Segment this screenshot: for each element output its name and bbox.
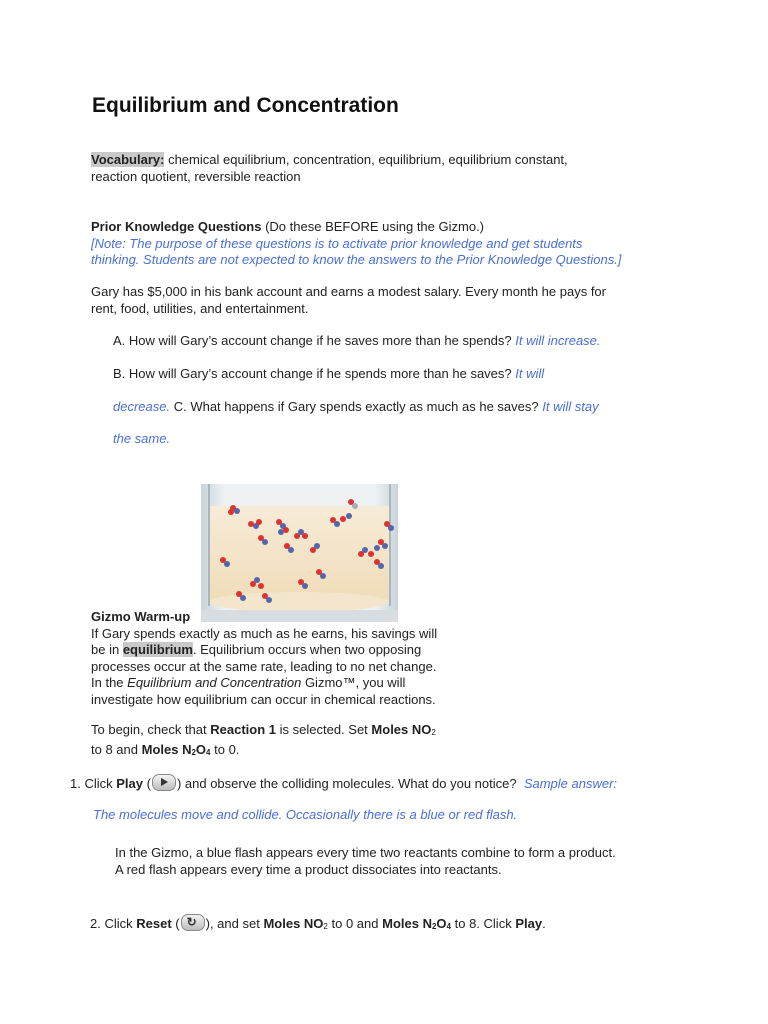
question-b-answer-2: decrease. (113, 399, 171, 414)
prior-note-line1: [Note: The purpose of these questions is to activate prior knowledge and get students (91, 235, 583, 251)
step2-pre: 2. Click (90, 916, 133, 931)
step2-n2o4-a: Moles N (382, 916, 432, 931)
step2-moles-no2: Moles NO (263, 916, 324, 931)
play-triangle-icon (161, 778, 168, 786)
reset-label: Reset (136, 916, 172, 931)
begin-mid: is selected. Set (279, 722, 368, 737)
reset-arrow-icon: ↻ (186, 915, 197, 929)
flash-explanation (115, 845, 675, 878)
step-2: 2. Click Reset ( ↻ ), and set Moles NO2 to 0 and Moles N2O4 to 8. Click Play. (90, 915, 546, 931)
step1-pre: 1. Click (70, 776, 113, 791)
moles-no2-label: Moles NO (371, 722, 432, 737)
moles-n2o4-sub-a: 2 (191, 747, 196, 757)
step1-post: ) and observe the colliding molecules. What do you notice? (176, 776, 517, 791)
play-button-icon[interactable] (152, 774, 176, 791)
moles-n2o4-a: Moles N (141, 741, 192, 757)
flash-line1: In the Gizmo, a blue flash appears every time two reactants combine to form a product. (115, 845, 616, 860)
begin-line2-pre: to 8 and (91, 741, 138, 757)
warmup-line4-post: Gizmo™, you will (304, 675, 406, 690)
play-label: Play (116, 776, 143, 791)
step2-n2o4-sub-a: 2 (431, 922, 437, 931)
step1-answer (93, 807, 517, 824)
warmup-line2-post: . Equilibrium occurs when two opposing (192, 642, 422, 657)
begin-instructions (91, 722, 471, 761)
question-b-text: B. How will Gary’s account change if he spends more than he saves? (113, 366, 512, 381)
reaction-1-label: Reaction 1 (210, 722, 277, 737)
flash-line2: A red flash appears every time a product dissociates into reactants. (115, 861, 502, 877)
vocabulary-terms: chemical equilibrium, concentration, equilibrium, equilibrium constant, (168, 152, 568, 167)
reset-button-icon[interactable] (181, 914, 205, 931)
page-title: Equilibrium and Concentration (92, 94, 399, 117)
begin-line2-post: to 0. (214, 741, 240, 757)
gary-line1: Gary has $5,000 in his bank account and earns a modest salary. Every month he pays for (91, 284, 606, 299)
step2-period: . (542, 916, 546, 931)
step2-end: to 8. Click (454, 916, 512, 931)
sample-answer-label: Sample answer: (523, 776, 618, 791)
moles-n2o4-label (142, 742, 211, 757)
question-c-answer-2: the same. (113, 431, 171, 446)
step2-no2-sub: 2 (323, 922, 328, 931)
question-c (113, 399, 599, 416)
moles-n2o4-b: O (195, 741, 207, 757)
moles-no2-subscript: 2 (431, 728, 436, 737)
question-c-cont (113, 431, 170, 448)
question-a-text: A. How will Gary’s account change if he saves more than he spends? (113, 333, 512, 348)
warmup-line3: processes occur at the same rate, leading to no net change. (91, 658, 437, 674)
question-b-answer-1: It will (515, 366, 545, 381)
step2-moles-n2o4 (382, 916, 451, 931)
question-a-answer: It will increase. (515, 333, 601, 348)
warmup-heading: Gizmo Warm-up (91, 609, 191, 624)
vocabulary-label: Vocabulary: (91, 152, 165, 167)
step1-answer-text: The molecules move and collide. Occasionally there is a blue or red flash. (93, 807, 518, 822)
gizmo-warmup-section (91, 609, 471, 708)
question-a (113, 333, 601, 350)
gary-line2: rent, food, utilities, and entertainment. (91, 300, 309, 316)
prior-note-line2: thinking. Students are not expected to know the answers to the Prior Knowledge Questions.] (91, 252, 622, 267)
vocabulary-terms-2: reaction quotient, reversible reaction (91, 168, 301, 184)
begin-pre: To begin, check that (91, 722, 207, 737)
gizmo-name: Equilibrium and Concentration (127, 675, 302, 690)
warmup-line4-pre: In the (91, 675, 124, 690)
question-b (113, 366, 544, 383)
vocabulary-section (91, 152, 651, 185)
moles-n2o4-sub-b: 4 (206, 747, 211, 757)
question-c-text: C. What happens if Gary spends exactly as much as he saves? (173, 399, 539, 414)
warmup-line5: investigate how equilibrium can occur in chemical reactions. (91, 691, 436, 707)
gary-paragraph (91, 284, 671, 317)
warmup-line2-pre: be in (91, 642, 120, 657)
prior-knowledge-section (91, 219, 681, 269)
step2-n2o4-sub-b: 4 (446, 922, 451, 931)
question-c-answer-1: It will stay (542, 399, 599, 414)
prior-heading: Prior Knowledge Questions (91, 219, 262, 234)
step2-mid2: to 0 and (331, 916, 379, 931)
beaker-molecules-image (201, 484, 398, 622)
step2-mid: ), and set (205, 916, 260, 931)
equilibrium-term: equilibrium (122, 642, 193, 657)
step2-n2o4-b: O (436, 916, 447, 931)
prior-heading-note: (Do these BEFORE using the Gizmo.) (265, 219, 485, 234)
step2-play-label: Play (515, 916, 543, 931)
step-1: 1. Click Play ( ) and observe the colliding molecules. What do you notice? Sample answer: (70, 776, 618, 791)
warmup-line1: If Gary spends exactly as much as he earns, his savings will (91, 625, 438, 641)
